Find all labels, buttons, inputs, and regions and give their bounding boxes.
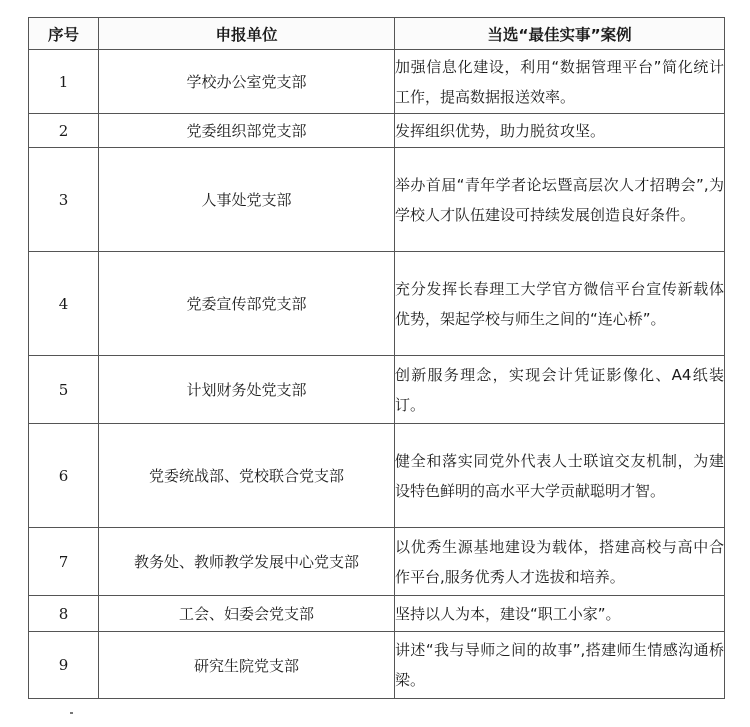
- page-marker: [70, 712, 73, 714]
- header-applicant-unit: 申报单位: [99, 18, 395, 50]
- row-number: 2: [29, 114, 99, 148]
- table-row: [29, 50, 725, 114]
- row-number: 4: [29, 252, 99, 356]
- table-row: [29, 114, 725, 148]
- row-case: 创新服务理念，实现会计凭证影像化、A4纸装订。: [395, 356, 725, 424]
- table-row: [29, 596, 725, 632]
- row-unit: 教务处、教师教学发展中心党支部: [99, 528, 395, 596]
- row-unit: 党委宣传部党支部: [99, 252, 395, 356]
- row-unit: 人事处党支部: [99, 148, 395, 252]
- row-number: 5: [29, 356, 99, 424]
- row-case: 讲述“我与导师之间的故事”,搭建师生情感沟通桥梁。: [395, 632, 725, 699]
- row-case: 坚持以人为本，建设“职工小家”。: [395, 596, 725, 632]
- row-number: 6: [29, 424, 99, 528]
- row-unit: 计划财务处党支部: [99, 356, 395, 424]
- row-unit: 党委统战部、党校联合党支部: [99, 424, 395, 528]
- row-case: 举办首届“青年学者论坛暨高层次人才招聘会”,为学校人才队伍建设可持续发展创造良好条件。: [395, 148, 725, 252]
- table-row: [29, 424, 725, 528]
- row-case: 充分发挥长春理工大学官方微信平台宣传新载体优势，架起学校与师生之间的“连心桥”。: [395, 252, 725, 356]
- row-unit: 党委组织部党支部: [99, 114, 395, 148]
- header-selected-case: 当选“最佳实事”案例: [395, 18, 725, 50]
- header-serial-number: 序号: [29, 18, 99, 50]
- table-row: [29, 632, 725, 699]
- table-row: [29, 356, 725, 424]
- row-number: 7: [29, 528, 99, 596]
- row-unit: 研究生院党支部: [99, 632, 395, 699]
- table-row: [29, 252, 725, 356]
- row-case: 健全和落实同党外代表人士联谊交友机制，为建设特色鲜明的高水平大学贡献聪明才智。: [395, 424, 725, 528]
- table-header-row: [29, 18, 725, 50]
- table-row: [29, 528, 725, 596]
- row-case: 加强信息化建设，利用“数据管理平台”简化统计工作，提高数据报送效率。: [395, 50, 725, 114]
- row-number: 1: [29, 50, 99, 114]
- row-case: 以优秀生源基地建设为载体，搭建高校与高中合作平台,服务优秀人才选拔和培养。: [395, 528, 725, 596]
- row-case: 发挥组织优势，助力脱贫攻坚。: [395, 114, 725, 148]
- row-number: 9: [29, 632, 99, 699]
- row-number: 3: [29, 148, 99, 252]
- best-practice-table: [28, 17, 725, 699]
- table-row: [29, 148, 725, 252]
- row-number: 8: [29, 596, 99, 632]
- row-unit: 工会、妇委会党支部: [99, 596, 395, 632]
- row-unit: 学校办公室党支部: [99, 50, 395, 114]
